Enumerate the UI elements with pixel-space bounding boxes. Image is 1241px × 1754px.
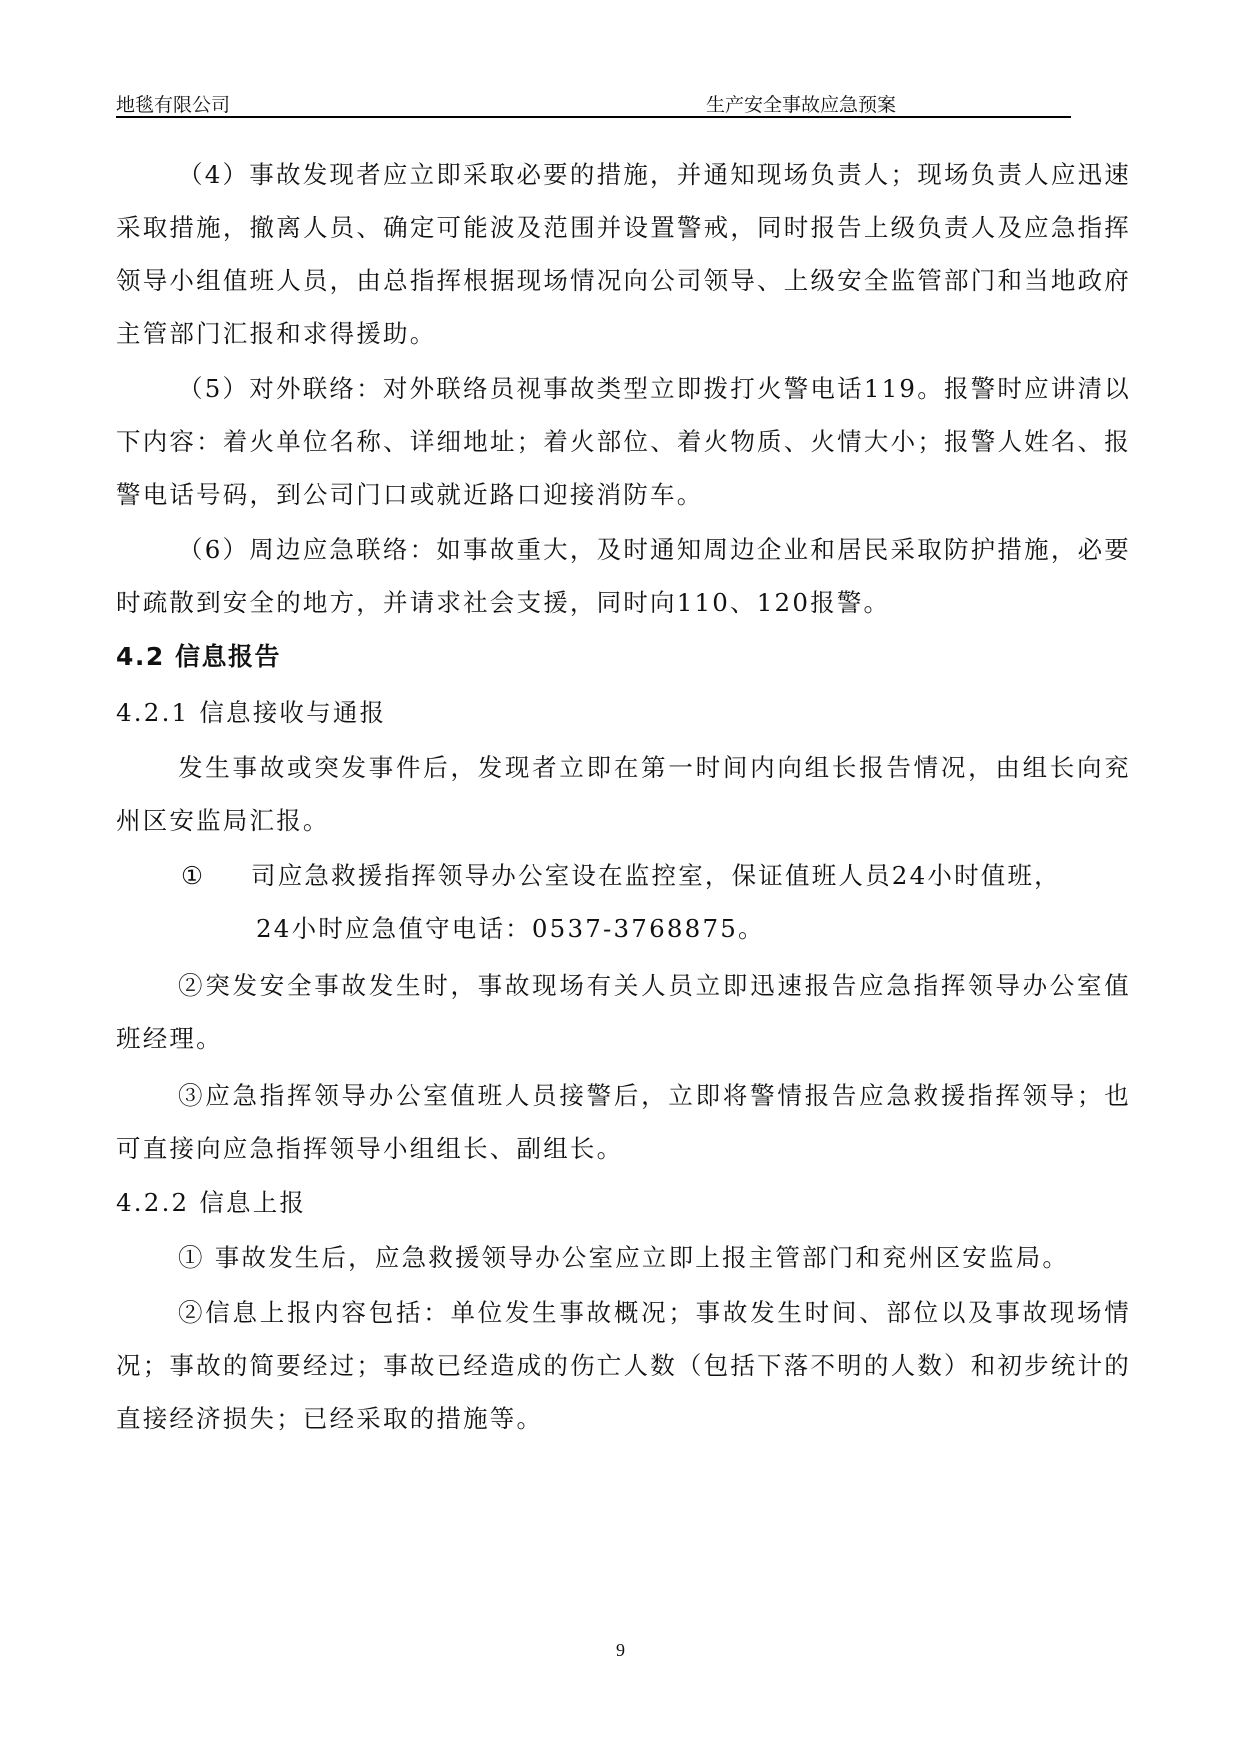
- list-item-1-marker: ①: [181, 861, 206, 890]
- list-item-1-text: 司应急救援指挥领导办公室设在监控室，保证值班人员24小时值班，: [251, 861, 1061, 890]
- header-company: 地毯有限公司: [116, 94, 231, 116]
- subsection-heading-4-2-2: 4.2.2 信息上报: [116, 1188, 307, 1217]
- list-item-1: [116, 849, 1131, 902]
- header-doc-title: 生产安全事故应急预案: [706, 94, 897, 116]
- paragraph-5: （5）对外联络：对外联络员视事故类型立即拨打火警电话119。报警时应讲清以下内容：着火单位名称、详细地址；着火部位、着火物质、火情大小；报警人姓名、报警电话号码，到公司门口或就近路口迎接消防车。: [116, 374, 1131, 509]
- section-heading-4-2: 4.2 信息报告: [116, 642, 281, 671]
- paragraph-4: （4）事故发现者应立即采取必要的措施，并通知现场负责人；现场负责人应迅速采取措施，撤离人员、确定可能波及范围并设置警戒，同时报告上级负责人及应急指挥领导小组值班人员，由总指挥根据现场情况向公司领导、上级安全监管部门和当地政府主管部门汇报和求得援助。: [116, 160, 1131, 348]
- subsection-heading-4-2-1: 4.2.1 信息接收与通报: [116, 698, 387, 727]
- page-header: [116, 86, 1071, 118]
- paragraph-6: （6）周边应急联络：如事故重大，及时通知周边企业和居民采取防护措施，必要时疏散到安全的地方，并请求社会支援，同时向110、120报警。: [116, 535, 1131, 617]
- intro-paragraph: 发生事故或突发事件后，发现者立即在第一时间内向组长报告情况，由组长向兖州区安监局汇报。: [116, 753, 1131, 835]
- document-body: [116, 148, 1131, 1445]
- list-item-1-continuation: 24小时应急值守电话：0537-3768875。: [256, 914, 765, 943]
- page-number: 9: [616, 1640, 625, 1660]
- list-item-2: ②突发安全事故发生时，事故现场有关人员立即迅速报告应急指挥领导办公室值班经理。: [116, 971, 1131, 1053]
- report-item-1: ① 事故发生后，应急救援领导办公室应立即上报主管部门和兖州区安监局。: [178, 1243, 1070, 1272]
- report-item-2: ②信息上报内容包括：单位发生事故概况；事故发生时间、部位以及事故现场情况；事故的简要经过；事故已经造成的伤亡人数（包括下落不明的人数）和初步统计的直接经济损失；已经采取的措施等。: [116, 1298, 1131, 1433]
- list-item-3: ③应急指挥领导办公室值班人员接警后，立即将警情报告应急救援指挥领导；也可直接向应急指挥领导小组组长、副组长。: [116, 1081, 1131, 1163]
